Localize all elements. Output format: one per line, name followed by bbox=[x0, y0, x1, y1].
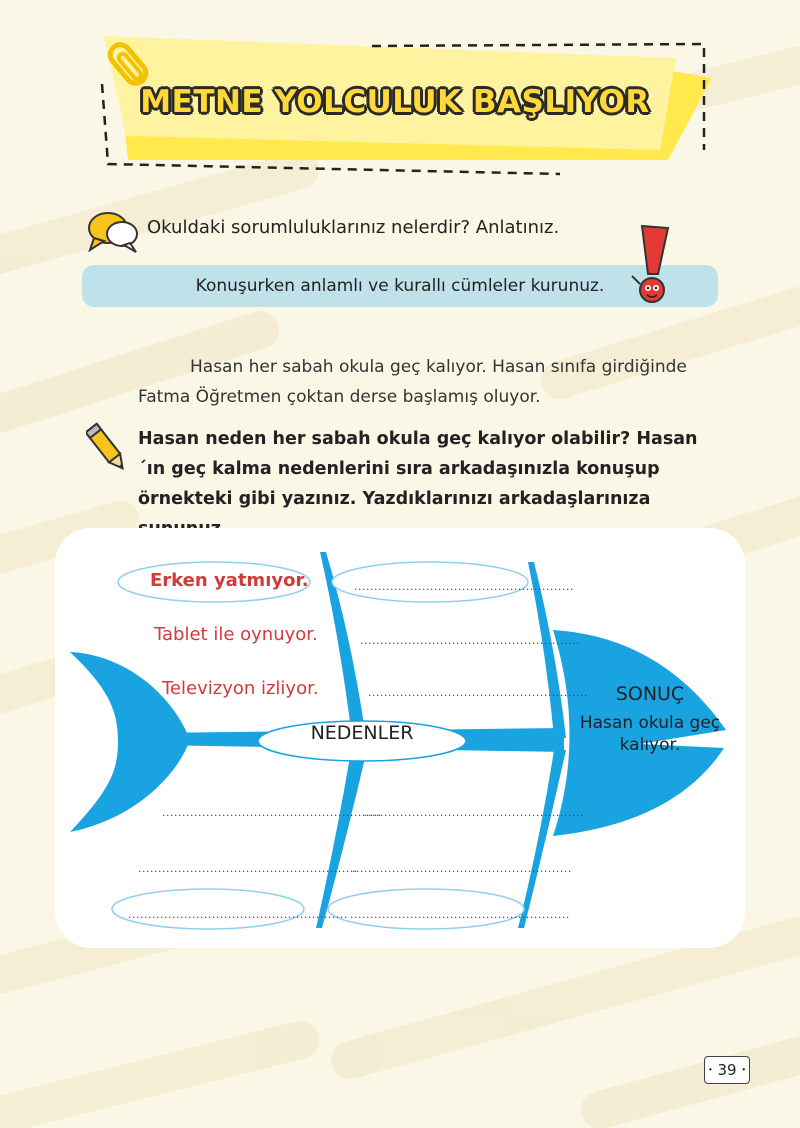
nedenler-label: NEDENLER bbox=[310, 722, 414, 744]
question-text: Okuldaki sorumluluklarınız nelerdir? Anlatınız. bbox=[147, 217, 560, 238]
blank-line[interactable]: ....................................................... bbox=[368, 686, 588, 699]
page-number: • 39 • bbox=[704, 1056, 750, 1084]
blank-line[interactable]: ....................................................... bbox=[162, 806, 382, 819]
blank-line[interactable]: ....................................................... bbox=[128, 908, 348, 921]
cause-example-3: Televizyon izliyor. bbox=[162, 678, 319, 699]
cause-example-2: Tablet ile oynuyor. bbox=[154, 624, 318, 645]
cause-example-1: Erken yatmıyor. bbox=[150, 570, 309, 591]
result-text: Hasan okula geç kalıyor. bbox=[579, 713, 721, 755]
result-heading: SONUÇ bbox=[615, 683, 685, 705]
blank-line[interactable]: ....................................................... bbox=[350, 908, 570, 921]
blank-line[interactable]: ....................................................... bbox=[138, 862, 358, 875]
story-text: Hasan her sabah okula geç kalıyor. Hasan sınıfa girdiğinde Fatma Öğretmen çoktan derse başlamış oluyor. bbox=[138, 357, 687, 407]
blank-line[interactable]: ....................................................... bbox=[364, 806, 584, 819]
bone-lower-right bbox=[518, 750, 566, 928]
task-text: Hasan neden her sabah okula geç kalıyor olabilir? Hasan´ın geç kalma nedenlerini sıra arkadaşınızla konuşup örnekteki gibi yazınız. Yazdıklarınızı arkadaşlarınıza bbox=[138, 429, 698, 509]
page-number-text: 39 bbox=[717, 1061, 737, 1079]
blank-line[interactable]: ....................................................... bbox=[352, 862, 572, 875]
blank-line[interactable]: ....................................................... bbox=[360, 634, 580, 647]
blank-line[interactable]: ....................................................... bbox=[354, 580, 574, 593]
page-title: METNE YOLCULUK BAŞLIYOR bbox=[140, 84, 650, 120]
rule-text: Konuşurken anlamlı ve kurallı cümleler kurunuz. bbox=[195, 276, 605, 296]
